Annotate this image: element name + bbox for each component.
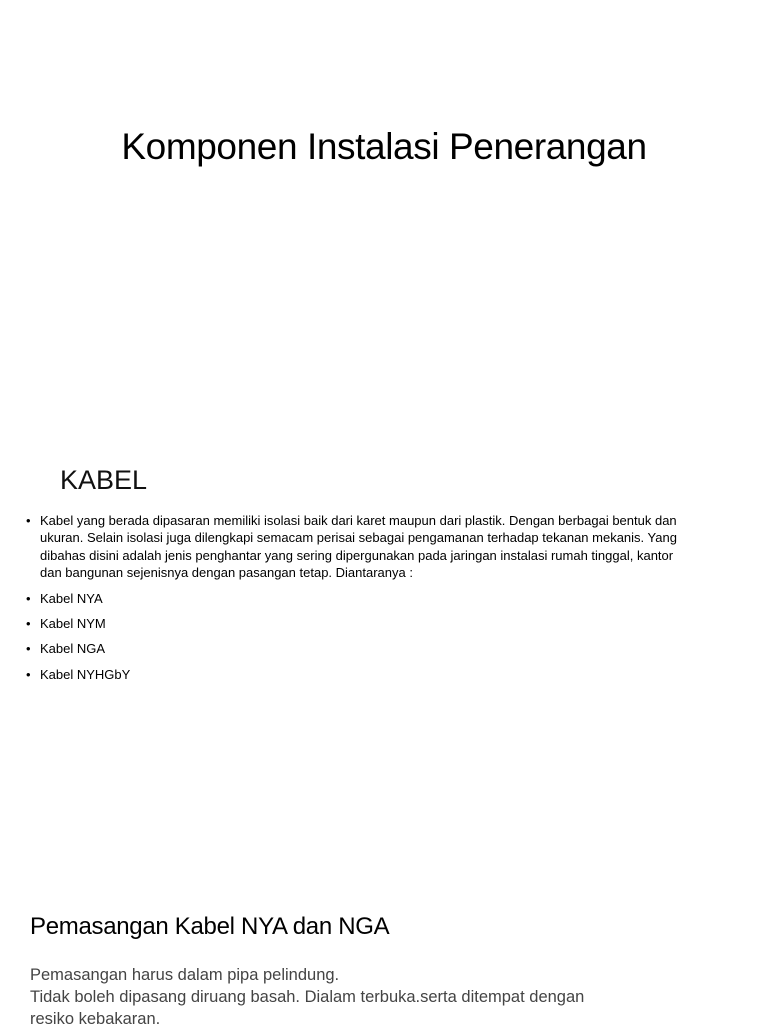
bullet-text: Kabel NYM [40, 616, 106, 632]
list-item [26, 512, 686, 582]
list-item [26, 590, 686, 607]
body-line: Pemasangan harus dalam pipa pelindung. [30, 966, 340, 984]
bullet-icon: • [26, 666, 31, 682]
bullet-text: Kabel NYHGbY [40, 666, 131, 682]
bullet-text: Kabel yang berada dipasaran memiliki isolasi baik dari karet maupun dari plastik. Dengan berbagai bentuk dan ukuran. Selain isolasi juga dilengkapi semacam perisai sebagai pengamanan terhadap tekanan mekanis. Yang dibahas disini adalah jenis penghantar yang sering dipergunakan pada jaringan instalasi rumah tinggal, kantor dan bangunan sejenisnya dengan pasangan tetap. Diantaranya : [40, 513, 677, 581]
section-heading-kabel: KABEL [60, 465, 148, 495]
list-item [26, 666, 686, 683]
kabel-bullet-list [26, 512, 686, 691]
body-line: Tidak boleh dipasang diruang basah. Dialam terbuka.serta ditempat dengan [30, 988, 585, 1006]
page-title: Komponen Instalasi Penerangan [121, 126, 647, 167]
bullet-icon: • [26, 590, 31, 606]
list-item [26, 640, 686, 657]
pemasangan-body [30, 964, 690, 1024]
bullet-icon: • [26, 513, 31, 528]
bullet-text: Kabel NGA [40, 641, 106, 657]
body-line: resiko kebakaran. [30, 1010, 161, 1024]
section-heading-pemasangan: Pemasangan Kabel NYA dan NGA [30, 913, 390, 940]
bullet-text: Kabel NYA [40, 590, 103, 606]
bullet-icon: • [26, 616, 31, 632]
bullet-icon: • [26, 641, 31, 657]
list-item [26, 615, 686, 632]
